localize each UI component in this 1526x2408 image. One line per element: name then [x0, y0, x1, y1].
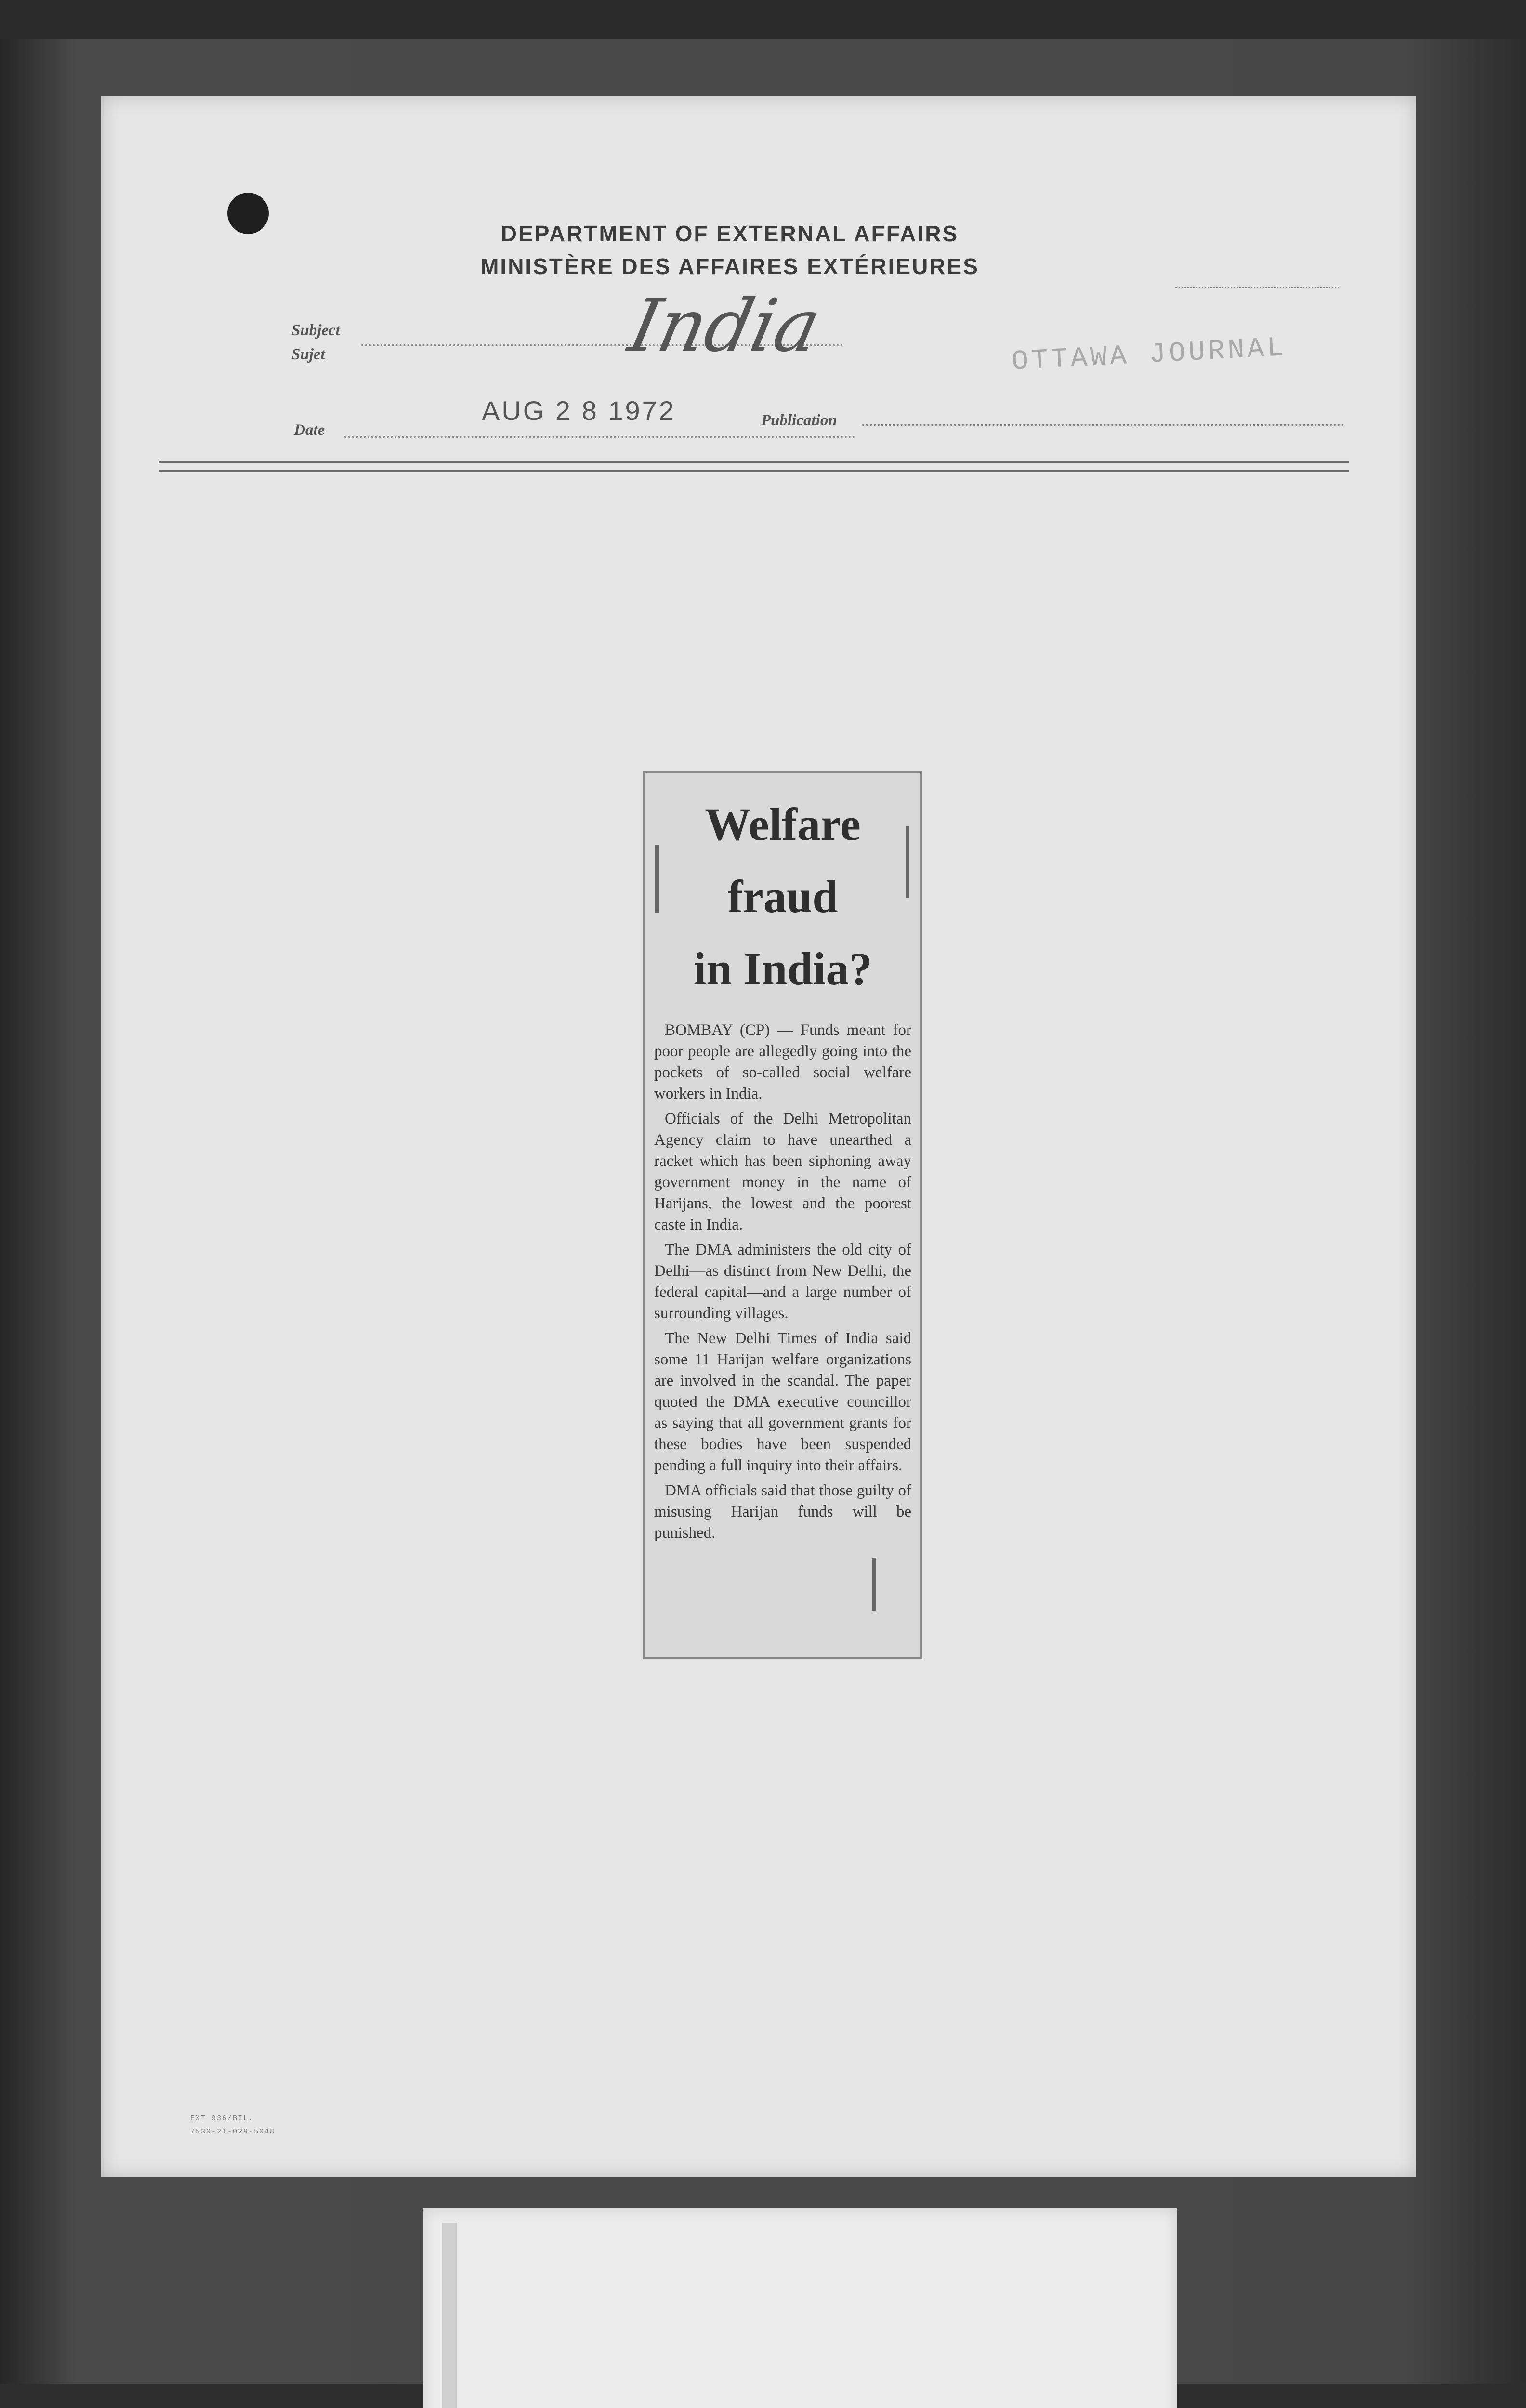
margin-mark [872, 1558, 876, 1611]
clipping-headline [654, 788, 911, 1005]
headline-line: in India? [693, 943, 872, 995]
article-paragraph: Officials of the Delhi Metropolitan Agency claim to have unearthed a racket which has been siphoning away government money in the name of Harijans, the lowest and the poorest caste in India. [654, 1110, 911, 1233]
date-label: Date [294, 421, 325, 439]
header-rule [159, 461, 1349, 472]
form-code-line: EXT 936/BIL. [190, 2114, 254, 2122]
subject-label: Subject [291, 322, 340, 339]
article-paragraph: BOMBAY (CP) — Funds meant for poor people are allegedly going into the pockets of so-called social welfare workers in India. [654, 1021, 911, 1102]
publication-stamp: OTTAWA JOURNAL [1011, 332, 1288, 378]
department-title-en: DEPARTMENT OF EXTERNAL AFFAIRS [500, 221, 959, 246]
reference-line [1175, 287, 1339, 288]
date-line [344, 436, 855, 438]
headline-line: Welfare [705, 798, 861, 850]
margin-mark [655, 845, 659, 913]
document-sheet [101, 96, 1416, 2177]
subject-value: India [622, 284, 828, 368]
article-paragraph: DMA officials said that those guilty of misusing Harijan funds will be punished. [654, 1482, 911, 1542]
newspaper-clipping [643, 771, 922, 1659]
clipping-article [654, 1020, 911, 1544]
publication-line [862, 424, 1344, 426]
date-value: AUG 2 8 1972 [482, 395, 676, 426]
publication-label: Publication [761, 412, 837, 429]
form-code [190, 2112, 275, 2139]
form-code-line: 7530-21-029-5048 [190, 2128, 276, 2136]
blank-card [423, 2208, 1177, 2408]
article-paragraph: The DMA administers the old city of Delhi—as distinct from New Delhi, the federal capital—and a large number of surrounding villages. [654, 1241, 911, 1322]
sujet-label: Sujet [291, 346, 325, 363]
film-edge-top [0, 0, 1526, 39]
margin-mark [906, 826, 909, 898]
card-edge [442, 2223, 457, 2408]
article-paragraph: The New Delhi Times of India said some 11 Harijan welfare organizations are involved in the scandal. The paper quoted the DMA executive councillor as saying that all government grants for these bodies have been suspended pending a full inquiry into their affairs. [654, 1330, 911, 1474]
department-title-fr: MINISTÈRE DES AFFAIRES EXTÉRIEURES [480, 254, 979, 279]
headline-line: fraud [727, 871, 838, 922]
